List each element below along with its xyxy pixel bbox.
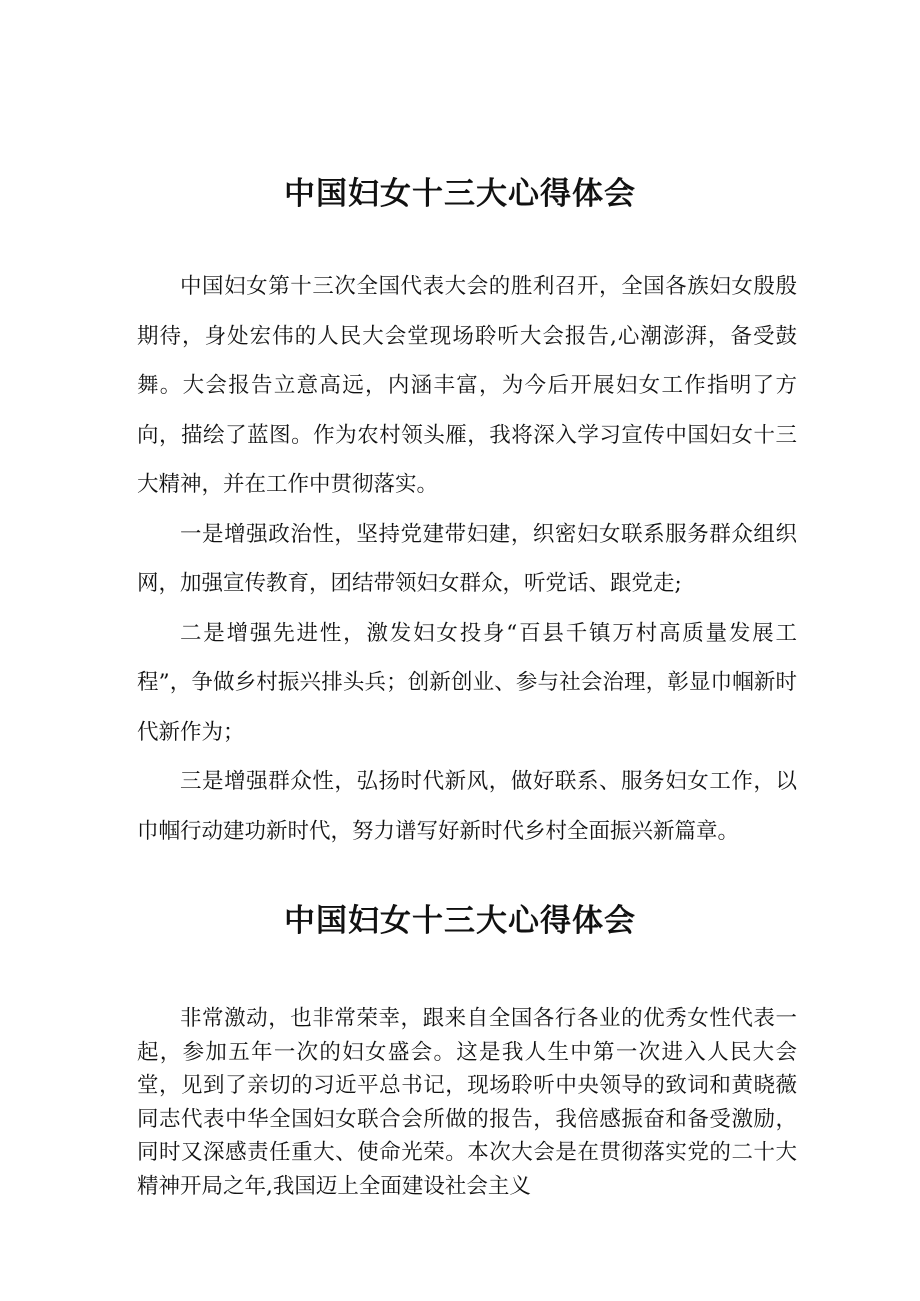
body-paragraph: 中国妇女第十三次全国代表大会的胜利召开，全国各族妇女殷殷期待，身处宏伟的人民大会堂现场聆听大会报告,心潮澎湃，备受鼓舞。大会报告立意高远，内涵丰富，为今后开展妇女工作指明了方向，描绘了蓝图。作为农村领头雁，我将深入学习宣传中国妇女十三大精神，并在工作中贯彻落实。 (137, 274, 797, 497)
body-paragraph: 一是增强政治性，坚持党建带妇建，织密妇女联系服务群众组织网，加强宣传教育，团结带领妇女群众，听党话、跟党走; (137, 521, 797, 596)
article-title-2: 中国妇女十三大心得体会 (284, 903, 636, 939)
body-paragraph: 三是增强群众性，弘扬时代新风，做好联系、服务妇女工作，以巾帼行动建功新时代，努力谱写好新时代乡村全面振兴新篇章。 (137, 769, 797, 844)
article-body-1 (137, 262, 797, 856)
body-paragraph: 二是增强先进性，激发妇女投身“百县千镇万村高质量发展工程”，争做乡村振兴排头兵；创新创业、参与社会治理，彰显巾帼新时代新作为； (137, 620, 797, 745)
body-paragraph: 非常激动，也非常荣幸，跟来自全国各行各业的优秀女性代表一起，参加五年一次的妇女盛会。这是我人生中第一次进入人民大会堂，见到了亲切的习近平总书记，现场聆听中央领导的致词和黄晓薇同志代表中华全国妇女联合会所做的报告，我倍感振奋和备受激励，同时又深感责任重大、使命光荣。本次大会是在贯彻落实党的二十大精神开局之年,我国迈上全面建设社会主义 (137, 1006, 797, 1199)
article-title-1: 中国妇女十三大心得体会 (284, 176, 636, 212)
article-body-2 (137, 1002, 797, 1203)
